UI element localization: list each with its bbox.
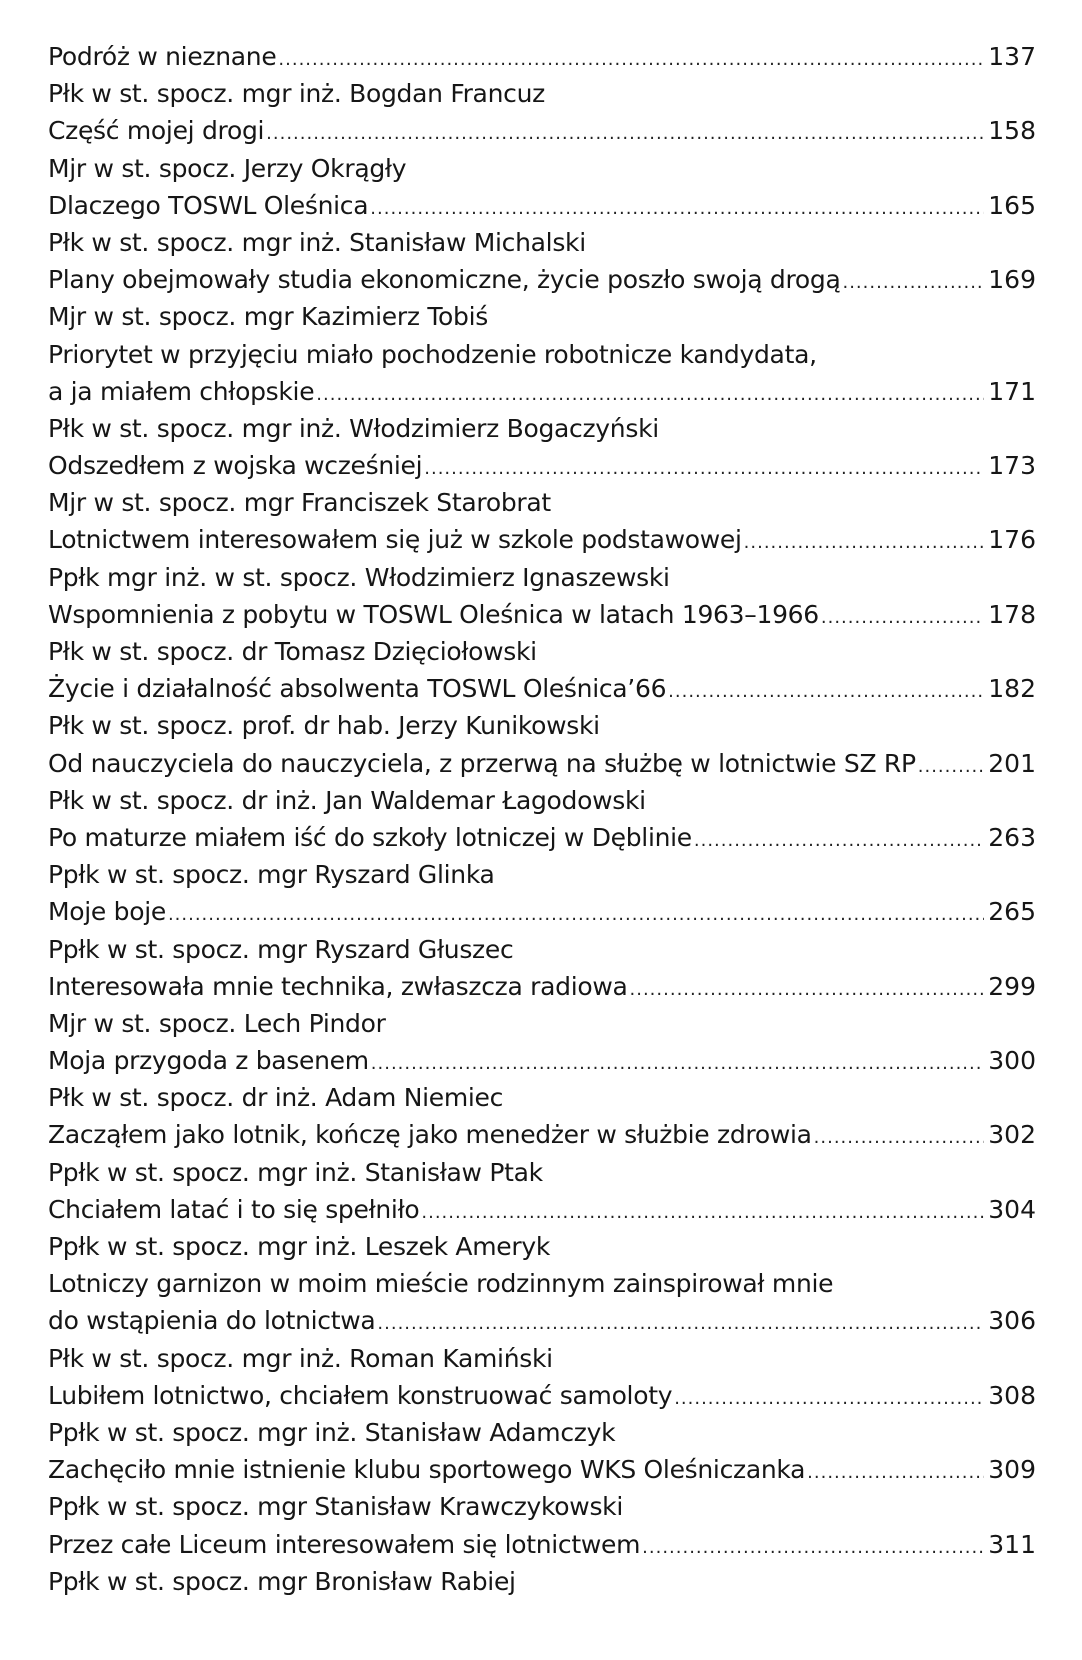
entry-title: do wstąpienia do lotnictwa [48,1306,376,1336]
page-number: 169 [988,265,1036,295]
entry-title: Chciałem latać i to się spełniło [48,1194,420,1224]
toc-entry-title-continued [48,1265,1036,1302]
page-number: 176 [988,525,1036,555]
entry-title: Podróż w nieznane [48,42,277,71]
dot-leader [168,893,984,930]
toc-entry [48,893,1036,930]
toc-entry [48,112,1036,149]
entry-author: Płk w st. spocz. dr Tomasz Dzięciołowski [48,637,537,666]
table-of-contents [48,38,1036,1600]
entry-author: Mjr w st. spocz. Lech Pindor [48,1008,386,1038]
toc-entry [48,1042,1036,1079]
toc-entry [48,447,1036,484]
dot-leader [918,745,985,782]
page-number: 265 [988,897,1036,927]
page-number: 308 [988,1380,1036,1410]
page-number: 158 [988,116,1036,146]
toc-entry-title-continued [48,336,1036,373]
entry-author: Ppłk w st. spocz. mgr inż. Leszek Ameryk [48,1232,551,1261]
entry-title: Przez całe Liceum interesowałem się lotnictwem [48,1529,641,1559]
entry-title: Plany obejmowały studia ekonomiczne, życie poszło swoją drogą [48,265,841,295]
toc-entry [48,1116,1036,1153]
entry-title: Część mojej drogi [48,116,265,146]
page-number: 306 [988,1306,1036,1336]
entry-author: Mjr w st. spocz. Jerzy Okrągły [48,153,407,183]
entry-title: Wspomnienia z pobytu w TOSWL Oleśnica w latach 1963–1966 [48,599,819,629]
entry-title: Priorytet w przyjęciu miało pochodzenie robotnicze kandydata, [48,339,817,369]
entry-title: Lubiłem lotnictwo, chciałem konstruować samoloty [48,1380,673,1410]
entry-title: Odszedłem z wojska wcześniej [48,451,423,481]
page-number: 182 [988,674,1036,704]
toc-entry [48,670,1036,707]
toc-entry [48,819,1036,856]
dot-leader [674,1377,984,1414]
entry-title: Dlaczego TOSWL Oleśnica [48,190,369,220]
entry-title: Zacząłem jako lotnik, kończę jako menedżer w służbie zdrowia [48,1120,812,1150]
dot-leader [807,1451,984,1488]
entry-title: Życie i działalność absolwenta TOSWL Oleśnica’66 [48,674,667,704]
entry-author: Ppłk w st. spocz. mgr Ryszard Głuszec [48,934,514,964]
dot-leader [694,819,984,856]
entry-author: Ppłk mgr inż. w st. spocz. Włodzimierz Ignaszewski [48,562,670,592]
entry-title: Lotnictwem interesowałem się już w szkole podstawowej [48,525,742,555]
dot-leader [842,261,984,298]
page-number: 173 [988,451,1036,481]
entry-author: Ppłk w st. spocz. mgr Stanisław Krawczykowski [48,1492,623,1522]
toc-entry [48,1191,1036,1228]
dot-leader [821,596,984,633]
page-number: 263 [988,822,1036,852]
dot-leader [668,670,984,707]
dot-leader [642,1526,984,1563]
page-number: 309 [988,1455,1036,1485]
dot-leader [370,187,984,224]
dot-leader [424,447,984,484]
toc-entry [48,1451,1036,1488]
page-number: 300 [988,1046,1036,1076]
toc-entry [48,373,1036,410]
entry-author: Płk w st. spocz. dr inż. Jan Waldemar Łagodowski [48,785,646,815]
entry-author: Płk w st. spocz. mgr inż. Stanisław Michalski [48,227,586,257]
entry-author: Ppłk w st. spocz. mgr Ryszard Glinka [48,860,495,890]
toc-entry [48,968,1036,1005]
entry-author: Płk w st. spocz. dr inż. Adam Niemiec [48,1083,504,1113]
entry-author: Płk w st. spocz. mgr inż. Roman Kamiński [48,1343,553,1373]
entry-title: Po maturze miałem iść do szkoły lotniczej w Dęblinie [48,822,692,852]
dot-leader [371,1042,984,1079]
entry-author: Płk w st. spocz. mgr inż. Włodzimierz Bogaczyński [48,413,659,443]
dot-leader [630,968,985,1005]
toc-entry [48,1302,1036,1339]
page-number: 137 [988,42,1036,71]
dot-leader [316,373,984,410]
entry-title: Od nauczyciela do nauczyciela, z przerwą na służbę w lotnictwie SZ RP [48,748,916,778]
entry-title: Zachęciło mnie istnienie klubu sportowego WKS Oleśniczanka [48,1455,806,1485]
toc-entry [48,521,1036,558]
page-number: 299 [988,971,1036,1001]
dot-leader [814,1116,985,1153]
toc-entry [48,745,1036,782]
entry-author: Ppłk w st. spocz. mgr inż. Stanisław Ptak [48,1157,543,1187]
toc-entry [48,187,1036,224]
entry-title: Moja przygoda z basenem [48,1046,369,1076]
page-number: 201 [988,748,1036,778]
page-number: 171 [988,376,1036,406]
entry-title: Interesowała mnie technika, zwłaszcza radiowa [48,971,628,1001]
entry-author: Płk w st. spocz. mgr inż. Bogdan Francuz [48,79,545,109]
entry-author: Płk w st. spocz. prof. dr hab. Jerzy Kunikowski [48,711,600,741]
entry-author: Ppłk w st. spocz. mgr Bronisław Rabiej [48,1566,516,1596]
page-number: 165 [988,190,1036,220]
page-number: 311 [988,1529,1036,1559]
toc-entry [48,1377,1036,1414]
entry-title: Lotniczy garnizon w moim mieście rodzinnym zainspirował mnie [48,1269,834,1299]
page-number: 304 [988,1194,1036,1224]
entry-author: Mjr w st. spocz. mgr Franciszek Starobrat [48,488,551,518]
toc-entry [48,38,1036,75]
dot-leader [278,38,984,75]
toc-entry [48,1526,1036,1563]
dot-leader [421,1191,984,1228]
entry-title: Moje boje [48,897,166,927]
page-number: 302 [988,1120,1036,1150]
entry-author: Mjr w st. spocz. mgr Kazimierz Tobiś [48,302,488,332]
page-number: 178 [988,599,1036,629]
toc-entry [48,596,1036,633]
dot-leader [377,1302,984,1339]
entry-author: Ppłk w st. spocz. mgr inż. Stanisław Adamczyk [48,1417,616,1447]
toc-entry [48,261,1036,298]
dot-leader [266,112,984,149]
dot-leader [744,521,985,558]
entry-title: a ja miałem chłopskie [48,376,315,406]
